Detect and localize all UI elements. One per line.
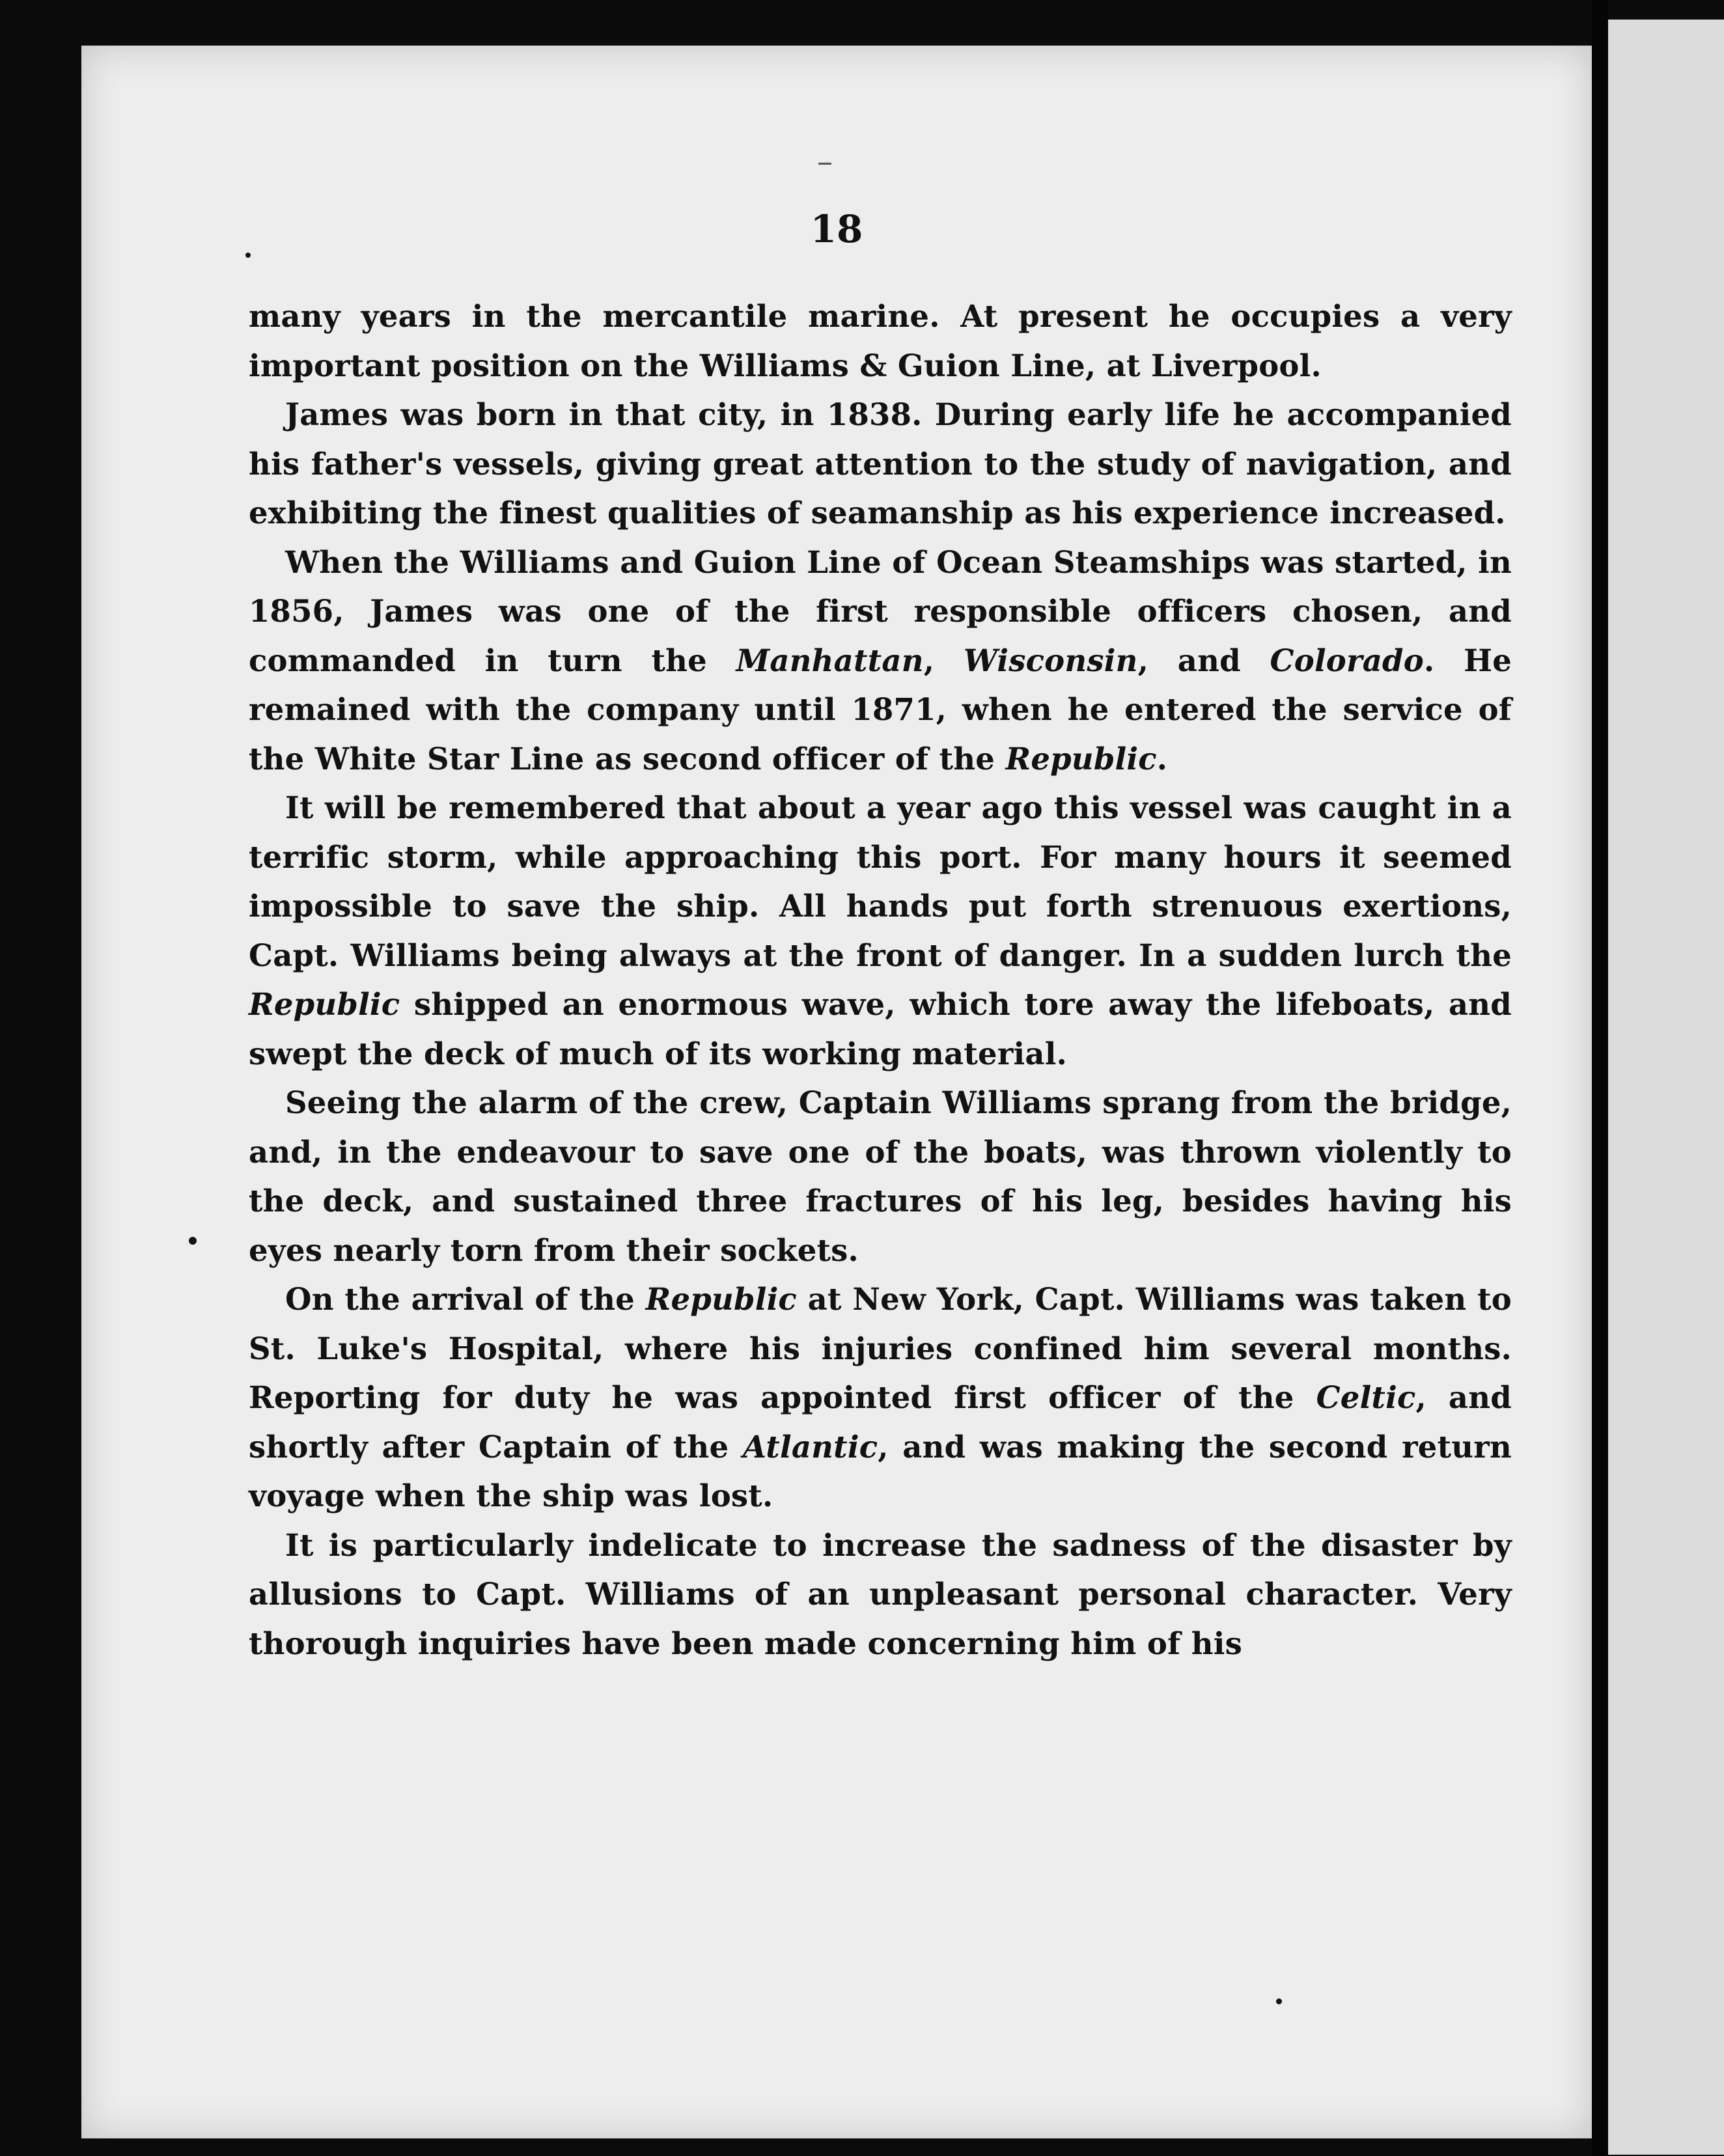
text-run: It is particularly indelicate to increase the sadness of the disaster by allusions to Capt. Williams of an unpleasant personal character. Very thorough inquiries have been made concerning him of his [249,1527,1512,1661]
top-mark: – [817,143,833,180]
text-run: James was born in that city, in 1838. During early life he accompanied his father's vessels, giving great attention to the study of navigation, and exhibiting the finest qualities of seamanship as his experience increased. [249,396,1512,531]
ship-name-italic: Republic [645,1281,797,1317]
text-run: . [1156,740,1168,777]
document-page [81,46,1592,2138]
paragraph [249,390,1512,538]
body-text [249,292,1512,1668]
text-run: many years in the mercantile marine. At present he occupies a very important position on the Williams & Guion Line, at Liverpool. [249,298,1512,383]
text-run: On the arrival of the [285,1281,646,1317]
ink-speck [245,253,251,258]
ship-name-italic: Republic [1005,740,1157,777]
text-run: . He remained with the company until 1871, when he entered the service of the White Star Line as second officer of the [249,642,1512,777]
text-run: , and [1137,642,1270,678]
text-run: Seeing the alarm of the crew, Captain Williams sprang from the bridge, and, in the endeavour to save one of the boats, was thrown violently to the deck, and sustained three fractures of his leg, besides having his eyes nearly torn from their sockets. [249,1085,1512,1268]
paragraph [249,1275,1512,1521]
ink-speck [189,1237,197,1245]
text-run: shipped an enormous wave, which tore away the lifeboats, and swept the deck of much of its working material. [249,986,1512,1071]
text-run: at New York, Capt. Williams was taken to St. Luke's Hospital, where his injuries confined him several months. Reporting for duty he was appointed first officer of the [249,1281,1512,1415]
text-run: , and was making the second return voyage when the ship was lost. [249,1428,1512,1513]
paragraph [249,1078,1512,1275]
text-run: , and shortly after Captain of the [249,1379,1512,1465]
ship-name-italic: Colorado [1270,642,1424,678]
text-run: , [923,642,964,678]
page-number: 18 [810,207,863,251]
facing-page-edge [1608,20,1724,2155]
paragraph [249,1521,1512,1668]
paragraph [249,292,1512,390]
text-run: It will be remembered that about a year ago this vessel was caught in a terrific storm, while approaching this port. For many hours it seemed impossible to save the ship. All hands put forth strenuous exertions, Capt. Williams being always at the front of danger. In a sudden lurch the [249,790,1512,973]
ship-name-italic: Republic [249,986,400,1022]
ship-name-italic: Wisconsin [963,642,1138,678]
book-spine-shadow [1592,0,1608,2156]
ink-speck [1276,1998,1282,2004]
ship-name-italic: Atlantic [742,1428,878,1465]
ship-name-italic: Celtic [1316,1379,1416,1415]
ship-name-italic: Manhattan [736,642,924,678]
paragraph [249,538,1512,784]
paragraph [249,783,1512,1078]
text-run: When the Williams and Guion Line of Ocean Steamships was started, in 1856, James was one of the first responsible officers chosen, and commanded in turn the [249,544,1512,678]
